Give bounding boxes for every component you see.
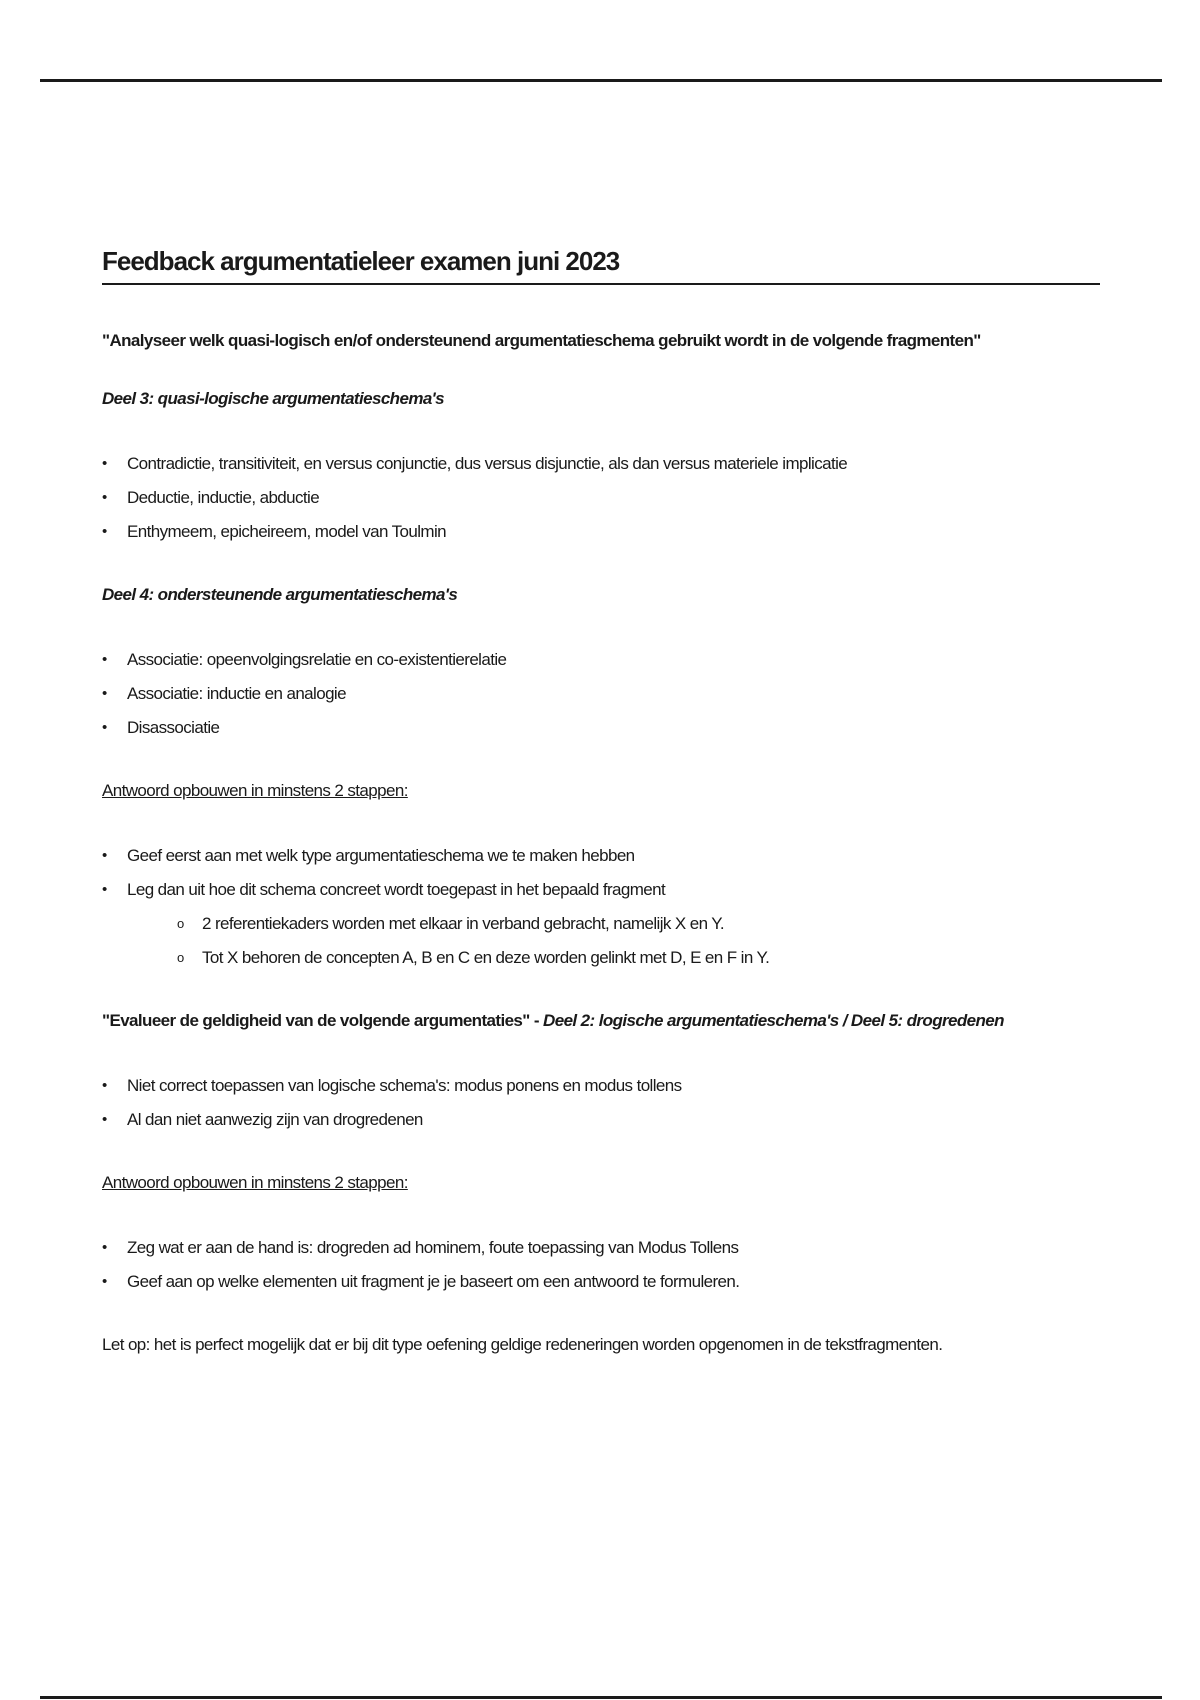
bullet-icon: • bbox=[102, 523, 107, 540]
bullet-icon: • bbox=[102, 719, 107, 736]
list-item bbox=[102, 1103, 1102, 1137]
bullet-icon: • bbox=[102, 1111, 107, 1128]
list-item-text: Geef eerst aan met welk type argumentatieschema we te maken hebben bbox=[127, 846, 635, 865]
closing-note: Let op: het is perfect mogelijk dat er bij dit type oefening geldige redeneringen worden opgenomen in de tekstfragmenten. bbox=[102, 1335, 943, 1354]
answer-steps-list-2 bbox=[102, 1231, 1102, 1299]
sub-list-item-text: Tot X behoren de concepten A, B en C en deze worden gelinkt met D, E en F in Y. bbox=[202, 948, 770, 967]
list-item-text: Niet correct toepassen van logische schema's: modus ponens en modus tollens bbox=[127, 1076, 682, 1095]
list-item-text: Deductie, inductie, abductie bbox=[127, 488, 320, 507]
sub-list bbox=[127, 907, 1102, 975]
answer-steps-heading: Antwoord opbouwen in minstens 2 stappen: bbox=[102, 781, 408, 800]
bullet-icon: • bbox=[102, 1239, 107, 1256]
list-item-text: Al dan niet aanwezig zijn van drogredenen bbox=[127, 1110, 423, 1129]
list-item bbox=[102, 515, 1102, 549]
sub-list-item bbox=[127, 941, 1102, 975]
section2-list bbox=[102, 1069, 1102, 1137]
bullet-icon: • bbox=[102, 651, 107, 668]
list-item bbox=[102, 1231, 1102, 1265]
list-item bbox=[102, 1265, 1102, 1299]
list-item bbox=[102, 873, 1102, 975]
deel3-list bbox=[102, 447, 1102, 549]
list-item-text: Enthymeem, epicheireem, model van Toulmin bbox=[127, 522, 447, 541]
document-body bbox=[102, 246, 1102, 1355]
bullet-icon: • bbox=[102, 685, 107, 702]
list-item-text: Geef aan op welke elementen uit fragment je je baseert om een antwoord te formuleren. bbox=[127, 1272, 740, 1291]
bullet-icon: • bbox=[102, 1077, 107, 1094]
section2-quote-main: "Evalueer de geldigheid van de volgende argumentaties" - bbox=[102, 1011, 544, 1030]
list-item bbox=[102, 481, 1102, 515]
list-item bbox=[102, 839, 1102, 873]
list-item bbox=[102, 677, 1102, 711]
section1-quote: "Analyseer welk quasi-logisch en/of ondersteunend argumentatieschema gebruikt wordt in de volgende fragmenten" bbox=[102, 331, 981, 350]
bullet-icon: • bbox=[102, 847, 107, 864]
circle-bullet-icon: o bbox=[177, 916, 184, 931]
deel4-list bbox=[102, 643, 1102, 745]
bullet-icon: • bbox=[102, 1273, 107, 1290]
bullet-icon: • bbox=[102, 881, 107, 898]
section2-quote-parts: Deel 2: logische argumentatieschema's / Deel 5: drogredenen bbox=[543, 1011, 1004, 1030]
list-item bbox=[102, 711, 1102, 745]
list-item bbox=[102, 643, 1102, 677]
answer-steps-list bbox=[102, 839, 1102, 975]
document-title: Feedback argumentatieleer examen juni 2023 bbox=[102, 246, 1100, 285]
sub-list-item-text: 2 referentiekaders worden met elkaar in verband gebracht, namelijk X en Y. bbox=[202, 914, 724, 933]
answer-steps-heading-2: Antwoord opbouwen in minstens 2 stappen: bbox=[102, 1173, 408, 1192]
list-item bbox=[102, 1069, 1102, 1103]
page-bottom-rule bbox=[40, 1696, 1162, 1699]
bullet-icon: • bbox=[102, 455, 107, 472]
deel3-heading: Deel 3: quasi-logische argumentatieschema's bbox=[102, 389, 444, 408]
list-item-text: Contradictie, transitiviteit, en versus conjunctie, dus versus disjunctie, als dan versus materiele implicatie bbox=[127, 454, 848, 473]
list-item-text: Associatie: inductie en analogie bbox=[127, 684, 346, 703]
list-item-text: Disassociatie bbox=[127, 718, 220, 737]
list-item-text: Zeg wat er aan de hand is: drogreden ad hominem, foute toepassing van Modus Tollens bbox=[127, 1238, 739, 1257]
bullet-icon: • bbox=[102, 489, 107, 506]
list-item bbox=[102, 447, 1102, 481]
section2-quote bbox=[102, 1011, 1102, 1031]
list-item-text: Associatie: opeenvolgingsrelatie en co-existentierelatie bbox=[127, 650, 507, 669]
circle-bullet-icon: o bbox=[177, 950, 184, 965]
page-top-rule bbox=[40, 79, 1162, 82]
list-item-text: Leg dan uit hoe dit schema concreet wordt toegepast in het bepaald fragment bbox=[127, 880, 666, 899]
deel4-heading: Deel 4: ondersteunende argumentatieschema's bbox=[102, 585, 458, 604]
sub-list-item bbox=[127, 907, 1102, 941]
